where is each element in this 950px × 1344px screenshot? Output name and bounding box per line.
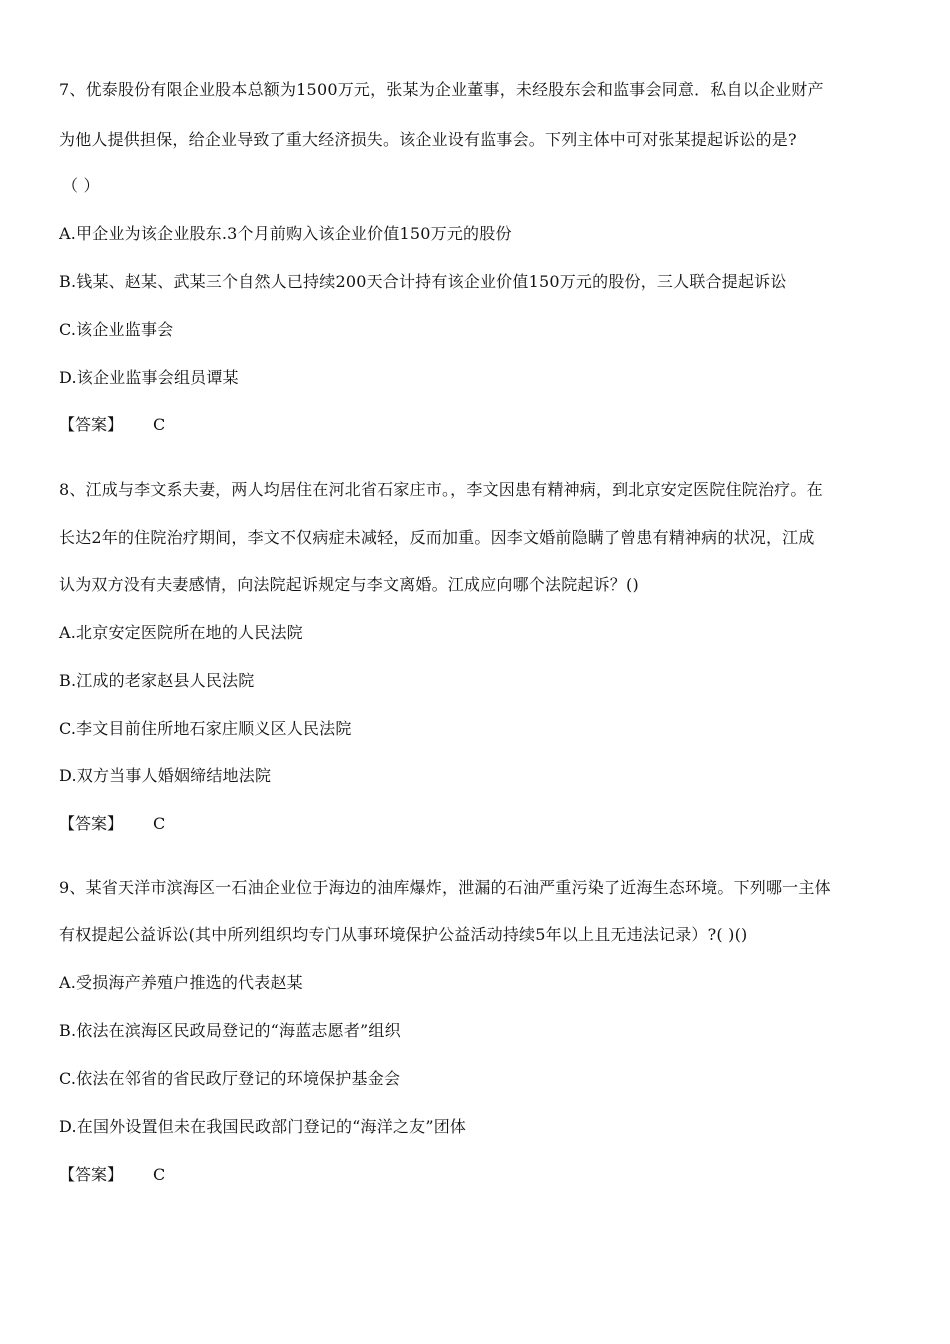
question-7-stem-line-3: （ ） bbox=[62, 176, 100, 195]
question-7-answer bbox=[59, 413, 165, 437]
question-8-option-b: B.江成的老家赵县人民法院 bbox=[59, 671, 255, 690]
question-9-option-b: B.依法在滨海区民政局登记的“海蓝志愿者”组织 bbox=[59, 1021, 401, 1040]
answer-label: 【答案】 bbox=[59, 1165, 124, 1184]
question-8-option-d: D.双方当事人婚姻缔结地法院 bbox=[59, 766, 272, 785]
answer-label: 【答案】 bbox=[59, 814, 124, 833]
question-7-option-c: C.该企业监事会 bbox=[59, 320, 174, 339]
question-8-option-a: A.北京安定医院所在地的人民法院 bbox=[59, 623, 303, 642]
question-7-option-d: D.该企业监事会组员谭某 bbox=[59, 368, 239, 387]
question-7-stem-line-1: 7、优泰股份有限企业股本总额为1500万元，张某为企业董事，未经股东会和监事会同意．私自以企业财产 bbox=[59, 80, 824, 99]
answer-label: 【答案】 bbox=[59, 415, 124, 434]
question-9-option-d: D.在国外设置但未在我国民政部门登记的“海洋之友”团体 bbox=[59, 1117, 467, 1136]
question-9-option-a: A.受损海产养殖户推选的代表赵某 bbox=[59, 973, 303, 992]
question-9-option-c: C.依法在邻省的省民政厅登记的环境保护基金会 bbox=[59, 1069, 401, 1088]
question-9-answer bbox=[59, 1163, 165, 1187]
question-9-stem-line-2: 有权提起公益诉讼(其中所列组织均专门从事环境保护公益活动持续5年以上且无违法记录）?( )() bbox=[59, 925, 748, 944]
answer-value: C bbox=[153, 415, 166, 434]
question-8-stem-line-3: 认为双方没有夫妻感情，向法院起诉规定与李文离婚。江成应向哪个法院起诉？() bbox=[59, 575, 639, 594]
question-8-stem-line-2: 长达2年的住院治疗期间，李文不仅病症未减轻，反而加重。因李文婚前隐瞒了曾患有精神病的状况，江成 bbox=[59, 528, 815, 547]
question-8-answer bbox=[59, 812, 165, 836]
question-7-stem-line-2: 为他人提供担保，给企业导致了重大经济损失。该企业设有监事会。下列主体中可对张某提起诉讼的是? bbox=[59, 130, 797, 149]
answer-value: C bbox=[153, 814, 166, 833]
question-8-stem-line-1: 8、江成与李文系夫妻，两人均居住在河北省石家庄市。，李文因患有精神病，到北京安定医院住院治疗。在 bbox=[59, 480, 823, 499]
question-7-option-a: A.甲企业为该企业股东.3个月前购入该企业价值150万元的股份 bbox=[59, 224, 512, 243]
question-8-option-c: C.李文目前住所地石家庄顺义区人民法院 bbox=[59, 719, 352, 738]
question-9-stem-line-1: 9、某省天洋市滨海区一石油企业位于海边的油库爆炸，泄漏的石油严重污染了近海生态环境。下列哪一主体 bbox=[59, 878, 831, 897]
answer-value: C bbox=[153, 1165, 166, 1184]
question-7-option-b: B.钱某、赵某、武某三个自然人已持续200天合计持有该企业价值150万元的股份，三人联合提起诉讼 bbox=[59, 272, 787, 291]
